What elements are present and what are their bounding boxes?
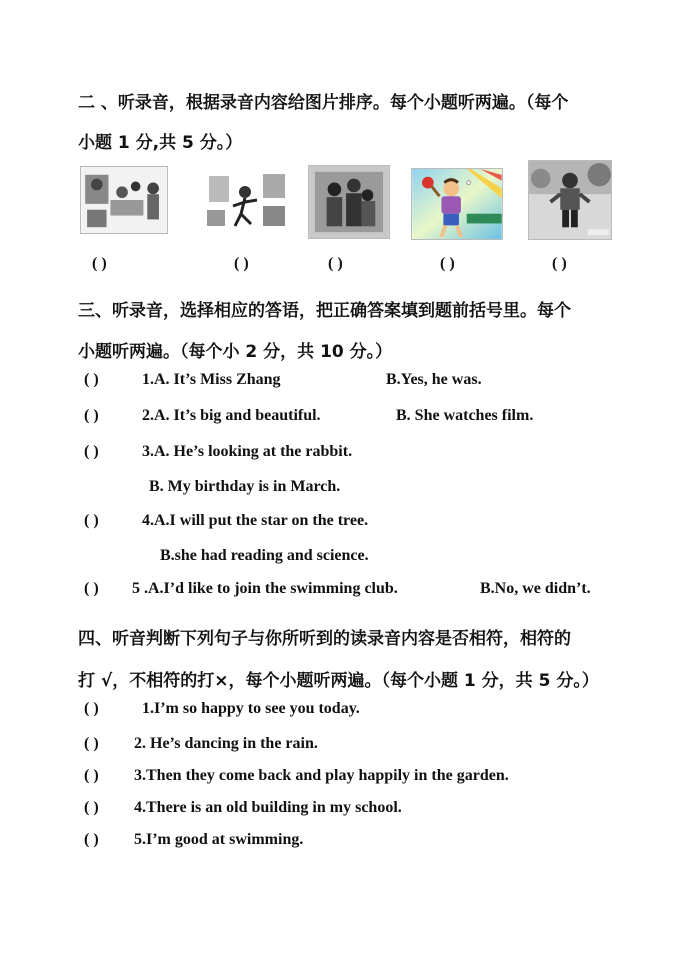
section2-title-line1: 二 、听录音，根据录音内容给图片排序。每个小题听两遍。（每个 [78,93,569,113]
section3-title-line2: 小题听两遍。（每个小 2 分，共 10 分。） [78,342,393,362]
q3-3-option-a: 3.A. He’s looking at the rabbit. [142,443,353,460]
q4-4-text: 4.There is an old building in my school. [134,799,402,816]
q4-1-blank[interactable]: ( ) [84,700,99,717]
q3-2-option-b: B. She watches film. [396,407,534,424]
q3-2-option-a: 2.A. It’s big and beautiful. [142,407,321,424]
section2-title-line2: 小题 1 分,共 5 分。） [78,133,243,153]
people-group-icon [308,165,390,239]
running-boy-icon [205,170,287,232]
q3-3-blank[interactable]: ( ) [84,443,99,460]
q4-5-blank[interactable]: ( ) [84,831,99,848]
section4-title-line2: 打 √，不相符的打×，每个小题听两遍。（每个小题 1 分，共 5 分。） [78,671,599,691]
q4-1-text: 1.I’m so happy to see you today. [142,700,360,717]
standing-boy-icon [528,160,612,240]
classroom-scene-icon [80,166,168,234]
picture-4-blank[interactable]: ( ) [440,255,455,272]
q4-2-text: 2. He’s dancing in the rain. [134,735,318,752]
q4-5-text: 5.I’m good at swimming. [134,831,304,848]
ping-pong-boy-icon [411,168,503,240]
q4-2-blank[interactable]: ( ) [84,735,99,752]
q3-5-option-a: 5 .A.I’d like to join the swimming club. [132,580,398,597]
picture-5-blank[interactable]: ( ) [552,255,567,272]
q3-2-blank[interactable]: ( ) [84,407,99,424]
q3-1-option-a: 1.A. It’s Miss Zhang [142,371,281,388]
q3-1-option-b: B.Yes, he was. [386,371,482,388]
q4-3-text: 3.Then they come back and play happily in the garden. [134,767,509,784]
section3-title-line1: 三、听录音，选择相应的答语，把正确答案填到题前括号里。每个 [78,301,571,321]
q4-4-blank[interactable]: ( ) [84,799,99,816]
section4-title-line1: 四、听音判断下列句子与你所听到的读录音内容是否相符，相符的 [78,629,571,649]
picture-3-blank[interactable]: ( ) [328,255,343,272]
picture-1-blank[interactable]: ( ) [92,255,107,272]
q3-4-option-b: B.she had reading and science. [160,547,369,564]
q3-3-option-b: B. My birthday is in March. [149,478,341,495]
q4-3-blank[interactable]: ( ) [84,767,99,784]
q3-1-blank[interactable]: ( ) [84,371,99,388]
q3-5-option-b: B.No, we didn’t. [480,580,591,597]
picture-2-blank[interactable]: ( ) [234,255,249,272]
q3-4-option-a: 4.A.I will put the star on the tree. [142,512,369,529]
q3-5-blank[interactable]: ( ) [84,580,99,597]
q3-4-blank[interactable]: ( ) [84,512,99,529]
